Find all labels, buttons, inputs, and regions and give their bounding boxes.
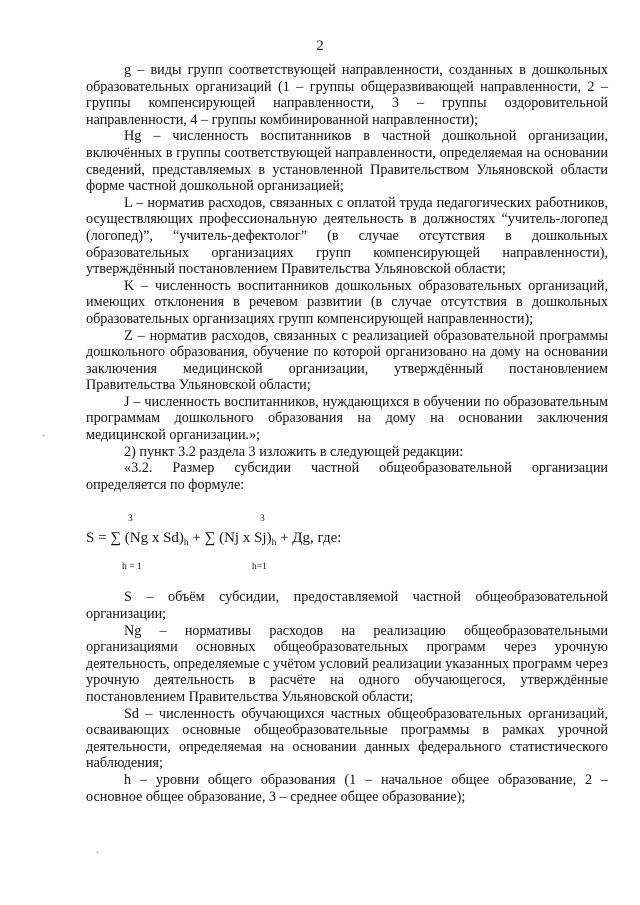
paragraph: h – уровни общего образования (1 – начальное общее образование, 2 – основное общее образование, 3 – среднее общее образование); xyxy=(86,771,608,805)
page-number: 2 xyxy=(316,38,324,54)
sum1-upper-limit: 3 xyxy=(128,514,133,525)
paragraph: J – численность воспитанников, нуждающихся в обучении по образовательным программам дошкольного образования на дому на основании заключения медицинской организации.»; xyxy=(86,393,608,444)
formula-plus: + xyxy=(188,530,205,547)
sum1-lower-limit: h = 1 xyxy=(122,562,142,573)
formula-sum2-subscript: h xyxy=(271,538,277,549)
scan-speck: . xyxy=(42,428,45,439)
formula-lhs: S = xyxy=(86,530,111,547)
paragraph: K – численность воспитанников дошкольных образовательных организаций, имеющих отклонения в речевом развитии (в случае отсутствия в дошкольных образовательных организациях групп компенсирующей направленности); xyxy=(86,277,608,327)
scan-speck: . xyxy=(96,845,99,856)
formula-tail: + Дg, где: xyxy=(276,530,342,547)
formula-sum2: ∑ (Nj x Sj) xyxy=(204,530,272,547)
paragraph: L – норматив расходов, связанных с оплатой труда педагогических работников, осуществляющих профессиональную деятельность в должностях “учитель-логопед (логопед)”, “учитель-дефектолог” (в случае отсутствия в дошкольных образовательных организациях групп компенсирующей направленности), утверждённый постановлением Правительства Ульяновской области; xyxy=(86,194,608,278)
paragraph: g – виды групп соответствующей направленности, созданных в дошкольных образовательных организаций (1 – группы общеразвивающей направленности, 2 – группы компенсирующей направленности, 3 – группы оздоровительной направленности, 4 – группы комбинированной направленности); xyxy=(86,62,608,128)
paragraph: 2) пункт 3.2 раздела 3 изложить в следующей редакции: xyxy=(124,443,464,460)
formula-expression xyxy=(86,530,341,552)
paragraph: Z – норматив расходов, связанных с реализацией образовательной программы дошкольного образования, обучение по которой организовано на дому на основании заключения медицинской организации, утверждённый постановлением Правительства Ульяновской области; xyxy=(86,327,608,394)
formula-sum1: ∑ (Ng x Sd) xyxy=(110,530,184,547)
paragraph: Hg – численность воспитанников в частной дошкольной организации, включённых в группы соответствующей направленности, определяемая на основании сведений, представляемых в установленной Правительством Ульяновской области форме частной дошкольной организацией; xyxy=(86,128,608,195)
paragraph: «3.2. Размер субсидии частной общеобразовательной организации определяется по формуле: xyxy=(86,460,608,493)
sum2-lower-limit: h=1 xyxy=(252,562,267,573)
subsidy-formula xyxy=(86,497,608,583)
document-body xyxy=(86,62,608,805)
paragraph: Sd – численность обучающихся частных общеобразовательных организаций, осваивающих основные общеобразовательные программы в рамках урочной деятельности, определяемая на основании данных федерального статистического наблюдения; xyxy=(86,705,608,772)
formula-sum1-subscript: h xyxy=(183,538,189,549)
sum2-upper-limit: 3 xyxy=(260,514,265,525)
paragraph: S – объём субсидии, предоставляемой частной общеобразовательной организации; xyxy=(86,589,608,623)
paragraph: Ng – нормативы расходов на реализацию общеобразовательными организациями основных общеобразовательных программ через урочную деятельность, определяемые с учётом условий реализации указанных программ через урочную деятельность в расчёте на одного обучающегося, утверждённые постановлением Правительства Ульяновской области; xyxy=(86,622,608,705)
